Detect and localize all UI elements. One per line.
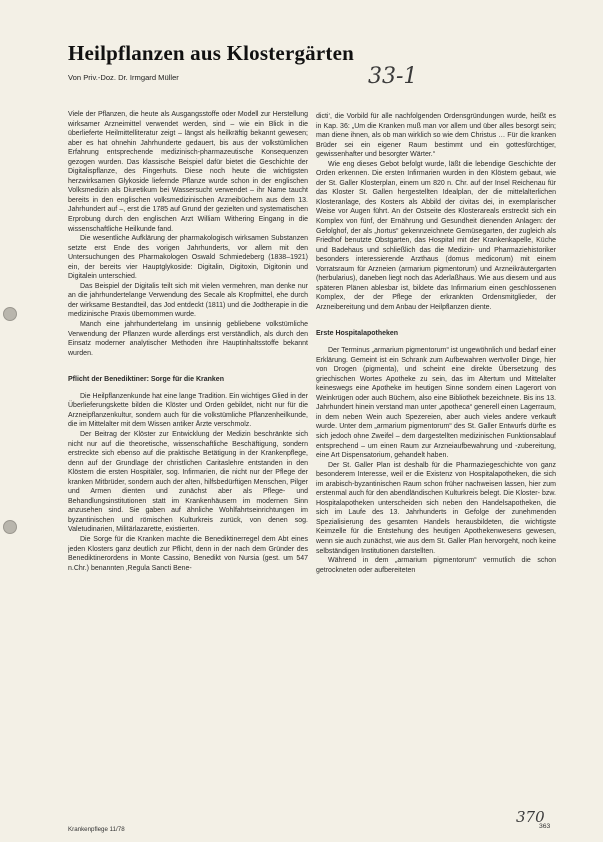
paragraph: Der Beitrag der Klöster zur Entwicklung der Medizin beschränkte sich nicht nur auf die theoretische, wissenschaftliche Beschäftigung, sondern erstreckte sich ebenso auf die praktische Betätigung in der Krankenpflege, denn auf der Grundlage der christlichen Caritaslehre entstanden in den Klöstern die ersten Hospitäler, sog. Infirmarien, die nicht nur der Pflege der kranken Mitbrüder, sondern auch der alten, hilfsbedürftigen Menschen, Pilger und Armen dienten und zunächst aber als Pflege- und Behandlungsinstitutionen statt im Krankenhäusern im modernen Sinn anzusehen sind. Sie gaben auf ähnliche Wohlfahrtseinrichtungen im byzantinischen und römischen Kulturkreis zurück, von denen sog. Valetudinarien, Militärlazarette, existierten. <box>68 430 308 534</box>
paragraph: Der Terminus „armarium pigmentorum“ ist ungewöhnlich und bedarf einer Erklärung. Gemeint ist ein Schrank zum Aufbewahren wertvoller Dinge, hier von Drogen (pigmenta), und scheint eine direkte Übersetzung des griechischen Wortes Apotheke zu sein, das im Altertum und Mittelalter keineswegs eine Apotheke im heutigen Sinne sondern einen Lagerort von Weinkrügen oder auch Büchern, also eine Bibliothek bezeichnete. Bis ins 13. Jahrhundert hinein verstand man unter „apotheca“ generell einen Lagerraum, in dem neben Wein auch Spezereien, aber auch vieles andere verkauft wurde. Unter dem „armarium pigmentorum“ des St. Galler Entwurfs dürfte es sich jedoch ohne Zweifel – dem dargestellten medizinischen Funktionsablauf entsprechend – um einen Raum zur Arzneiaufbewahrung und -zubereitung, eine Art Dispensatorium, gehandelt haben. <box>316 347 556 460</box>
paragraph: Manch eine jahrhundertelang im unsinnig gebliebene volkstümliche Verwendung der Pflanzen wurde allerdings erst verständlich, als durch den Einsatz moderner analytischer Methoden ihre Hauptinhaltsstoffe bekannt wurden. <box>68 321 308 357</box>
handwritten-page-mark: 370 <box>516 808 545 826</box>
paragraph: dicti‘, die Vorbild für alle nachfolgenden Ordensgründungen wurde, heißt es in Kap. 36: „Um die Kranken muß man vor allem und über alles besorgt sein; man diene ihnen, als ob man wirklich so wie dem Christus … Für die kranken Brüder sei ein eigener Raum bestimmt und ein gottesfürchtiger, gewissenhafter und besorgter Wärter.“ <box>316 113 556 159</box>
paragraph: Die Sorge für die Kranken machte die Benediktinerregel dem Abt eines jeden Klosters ganz deutlich zur Pflicht, denn in der nach dem Gründer des Benediktinerordens in Monte Cassino, Benedikt von Nursia (gest. um 547 n.Chr.) benannten ‚Regula Sancti Bene- <box>68 535 308 572</box>
journal-footer: Krankenpflege 11/78 <box>68 826 125 833</box>
paragraph: Die wesentliche Aufklärung der pharmakologisch wirksamen Substanzen setzte erst Ende des vorigen Jahrhunderts, vor allem mit den Untersuchungen des Pharmakologen Oswald Schmiedeberg (1838–1921) ein, der bereits vier Hauptglykoside: Digitalin, Digitoxin, Digitonin und Digitalein unterschied. <box>68 235 308 281</box>
author-line: Von Priv.-Doz. Dr. Irmgard Müller <box>68 73 179 82</box>
paragraph: Wie eng dieses Gebot befolgt wurde, läßt die lebendige Geschichte der Orden erkennen. Die ersten Infirmarien wurden in den Klöstern gebaut, wie der St. Galler Klosterplan, einem um 820 n. Chr. auf der Insel Reichenau für das Kloster St. Gallen hergestellten Idealplan, der die mittelalterlichen Klosteranlage, des Kosters als Abbild der civitas dei, in exemplarischer Weise vor Augen führt. An der Ostseite des Klosterareals erstreckt sich ein Komplex von fünf, der Ernährung und Gesundheit dienenden Anlagen: der Gefolghof, der als „hortus“ gekennzeichnete Gemüsegarten, der zugleich als Friedhof benutzte Obstgarten, das Hospital mit der Krankenkapelle, Küche und Badehaus und schließlich das die Medizin- und Pharmaziehistoriker besonders interessierende Arzthaus (domus medicorum) mit einem Vorratsraum für Arzneien (armarium pigmentorum) und Arzneikräutergarten (herbularius), daneben liegt noch das Aderlaßhaus. Wie aus diesem und aus späteren Plänen ablesbar ist, bildete das Infirmarium einen geschlossenen Komplex, der der Pflege der erkrankten Ordensmitglieder, der Arzneibereitung und dem Anbau der Heilpflanzen diente. <box>316 160 556 311</box>
page-title: Heilpflanzen aus Klostergärten <box>68 41 354 65</box>
paragraph: Der St. Galler Plan ist deshalb für die Pharmaziegeschichte von ganz besonderem Interesse, weil er die Existenz von Hospitalapotheken, die sich im arabisch-byzantinischen Raum schon früher nachweisen lassen, hier zum erstenmal auch für den abendländischen Kulturkreis belegt. Die Kloster- bzw. Hospitalapotheken unterscheiden sich neben den Handelsapotheken, die sich im Laufe des 13. Jahrhunderts in Gefolge der zunehmenden Spezialisierung des gesamten Handels herausbildeten, die wichtigste Keimzelle für die Entstehung des heutigen Apothekenwesens gewesen, wenn sie auch zunächst, wie aus dem St. Galler Plan hervorgeht, noch keine selbständigen Institutionen darstellten. <box>316 461 556 555</box>
punch-hole <box>3 307 17 321</box>
handwritten-note: 33-1 <box>368 64 418 89</box>
page-number: 363 <box>539 823 551 830</box>
punch-hole <box>3 520 17 534</box>
paragraph: Das Beispiel der Digitalis teilt sich mit vielen vermehren, man denke nur an die jahrhundertelange Verwendung des Secale als Kropfmittel, ehe durch der wirksame Bestandteil, das Jod entdeckt (1811) und die Jodtherapie in die medizinische Praxis übernommen wurde. <box>68 282 308 319</box>
right-column <box>316 112 556 832</box>
paragraph: Die Heilpflanzenkunde hat eine lange Tradition. Ein wichtiges Glied in der Überlieferungskette bilden die Klöster und Orden gebildet, nicht nur für die Arzneipflanzenkultur, sondern auch für die volkstümliche Pflanzenheilkunde, die im Mittelalter mit dem Wissen antiker Ärzte verschmolz. <box>68 392 308 429</box>
section-heading: Erste Hospitalapotheken <box>316 330 399 338</box>
section-heading: Pflicht der Benediktiner: Sorge für die Kranken <box>68 376 224 384</box>
paragraph: Während in dem „armarium pigmentorum“ vermutlich die schon getrockneten oder aufbereiteten <box>316 557 556 574</box>
left-column <box>68 110 308 830</box>
paragraph: Viele der Pflanzen, die heute als Ausgangsstoffe oder Modell zur Herstellung wirksamer Arzneimittel verwendet werden, sind – wie ein Blick in die überlieferte Heilmittelliteratur zeigt – längst als heilkräftig bekannt gewesen; aber es hat ohnehin Jahrhunderte gedauert, bis aus der volkstümlichen Erfahrung entsprechende medizinisch-pharmazeutische Konsequenzen gezogen wurden. Das klassische Beispiel dafür bietet die Geschichte der Digitalispflanze, des Fingerhuts. Diese noch heute die wichtigsten herzwirksamen Glykoside liefernde Pflanze wurde schon in der englischen Volksmedizin als Diuretikum bei Wassersucht verwendet – ihr Name taucht bereits in den englischen volksmedizinischen Arzneibüchern aus dem 13. Jahrhundert auf –, erst die 1785 auf Grund der gezielten und systematischen Erprobung durch den englischen Arzt William Withering Eingang in die wissenschaftliche Heilkunde fand. <box>68 111 308 233</box>
